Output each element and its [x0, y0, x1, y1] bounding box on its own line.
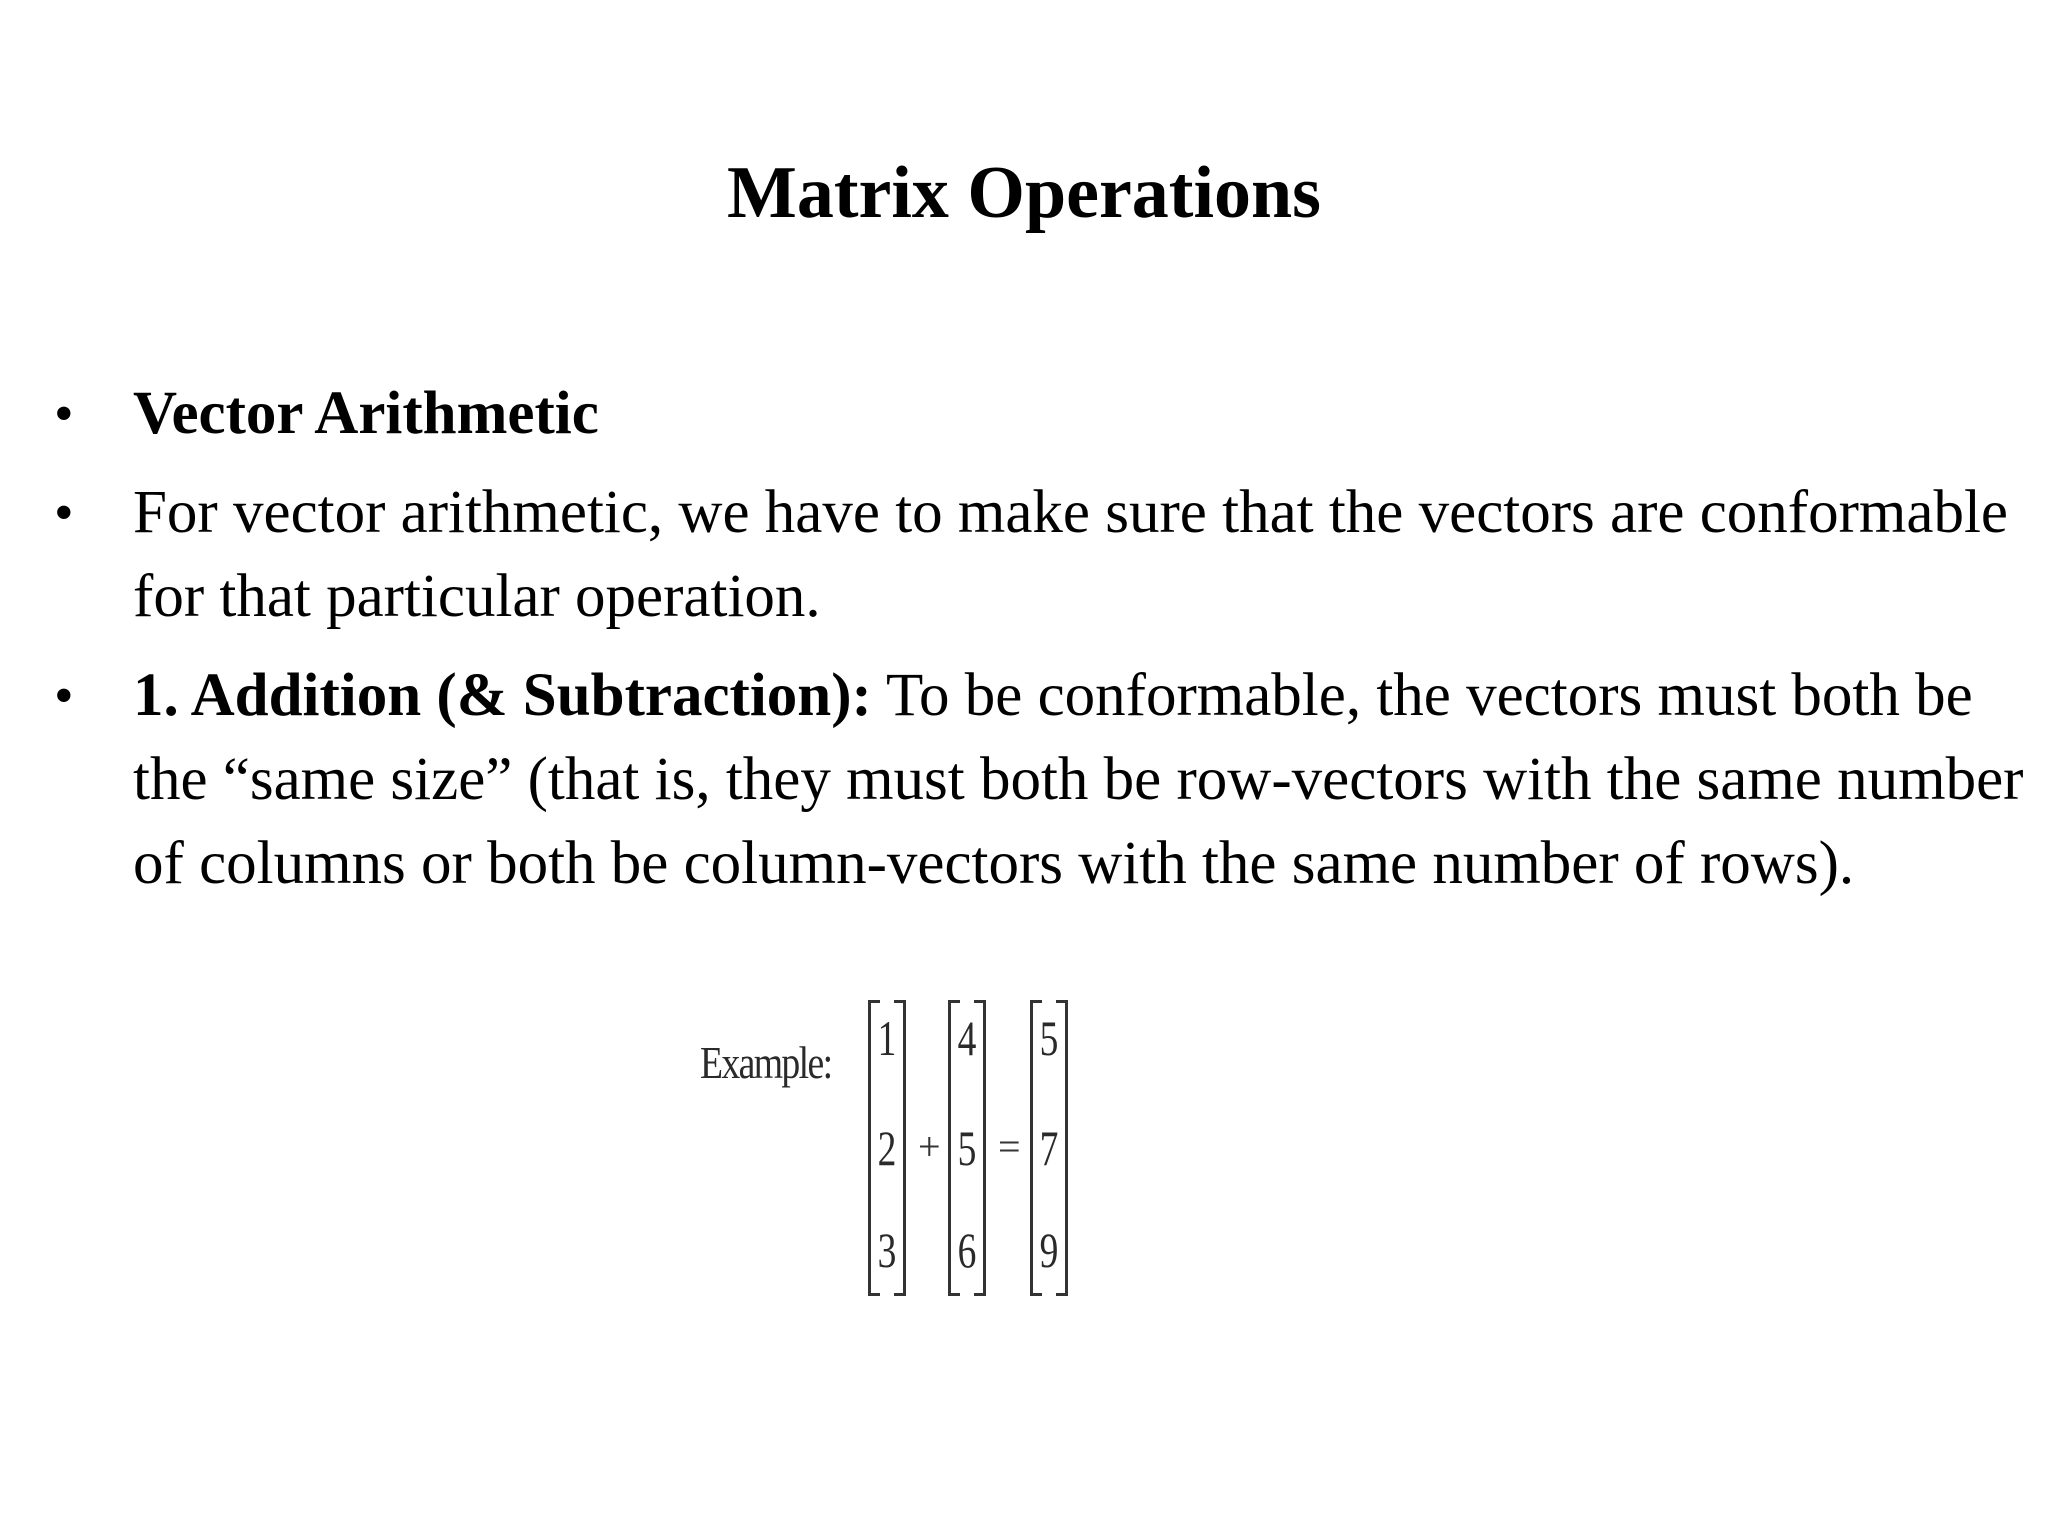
- vector-a-cell: 3: [877, 1222, 897, 1278]
- vector-result-cell: 9: [1039, 1222, 1059, 1278]
- bullet-text: For vector arithmetic, we have to make sure that the vectors are conformable for that particular operation.: [133, 479, 2008, 630]
- bullet-text: To be conformable, the vectors must both be the “same size” (that is, they must both be row-vectors with the same number of columns or both be column-vectors with the same number of rows).: [133, 662, 2024, 897]
- vector-a: [868, 1000, 906, 1294]
- bullet-dot-icon: •: [54, 665, 74, 727]
- vector-a-cell: 1: [877, 1010, 897, 1066]
- bullet-list: [0, 372, 2048, 921]
- bullet-conformable: [0, 471, 2048, 639]
- vector-b-cell: 6: [957, 1222, 977, 1278]
- bullet-heading: 1. Addition (& Subtraction):: [133, 662, 872, 729]
- vector-a-cell: 2: [877, 1120, 897, 1176]
- vector-result-cell: 7: [1039, 1120, 1059, 1176]
- bullet-heading: Vector Arithmetic: [133, 380, 599, 447]
- example-label: Example:: [700, 1037, 832, 1088]
- plus-operator: +: [918, 1124, 941, 1169]
- vector-b-cell: 4: [957, 1010, 977, 1066]
- bullet-dot-icon: •: [54, 383, 74, 445]
- example-equation: [700, 1000, 1100, 1300]
- bullet-dot-icon: •: [54, 482, 74, 544]
- vector-result: [1030, 1000, 1068, 1294]
- bullet-vector-arithmetic: [0, 372, 2048, 456]
- slide-title: Matrix Operations: [727, 152, 1321, 234]
- vector-result-cell: 5: [1039, 1010, 1059, 1066]
- vector-b: [948, 1000, 986, 1294]
- bullet-addition: [0, 654, 2048, 906]
- equals-operator: =: [998, 1124, 1021, 1169]
- vector-b-cell: 5: [957, 1120, 977, 1176]
